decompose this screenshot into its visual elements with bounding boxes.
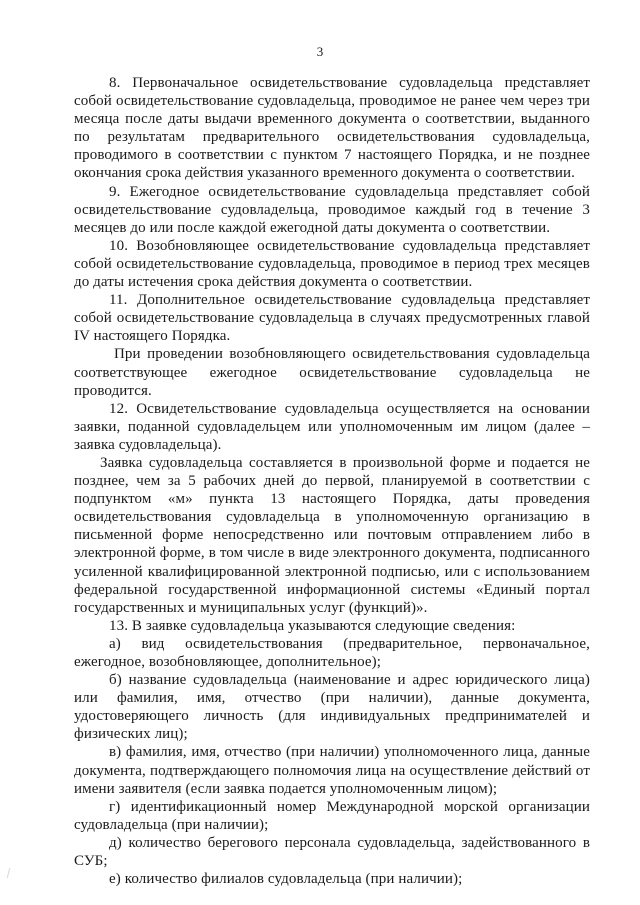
paragraph-11-note: При проведении возобновляющего освидетельствования судовладельца соответствующее ежегодное освидетельствование судовладельца не проводится. [74, 346, 590, 399]
paragraph-8: 8. Первоначальное освидетельствование судовладельца представляет собой освидетельствование судовладельца, проводимое не ранее чем через три месяца после даты выдачи временного документа о соответствии, выданного по результатам предварительного освидетельствования судовладельца, проводимого в соответствии с пунктом 7 настоящего Порядка, и не позднее окончания срока действия указанного временного документа о соответствии. [74, 75, 590, 182]
page-number: 3 [316, 44, 324, 59]
paragraph-13-d: д) количество берегового персонала судовладельца, задействованного в СУБ; [74, 834, 590, 870]
paragraph-13-e: е) количество филиалов судовладельца (при наличии); [109, 871, 463, 888]
paragraph-12: 12. Освидетельствование судовладельца осуществляется на основании заявки, поданной судовладельцем или уполномоченным им лицом (далее – заявка судовладельца). [74, 400, 590, 453]
paragraph-12-application: Заявка судовладельца составляется в произвольной форме и подается не позднее, чем за 5 рабочих дней до первой, планируемой в соответствии с подпунктом «м» пункта 13 настоящего Порядка, даты проведения освидетельствования судовладельца в уполномоченную организацию в письменной форме непосредственно или почтовым отправлением либо в электронной форме, в том числе в виде электронного документа, подписанного усиленной квалифицированной электронной подписью, или с использованием федеральной государственной информационной системы «Единый портал государственных и муниципальных услуг (функций)». [74, 454, 590, 616]
paragraph-11: 11. Дополнительное освидетельствование судовладельца представляет собой освидетельствование судовладельца в случаях предусмотренных главой IV настоящего Порядка. [74, 292, 590, 345]
paragraph-9: 9. Ежегодное освидетельствование судовладельца представляет собой освидетельствование судовладельца, проводимое каждый год в течение 3 месяцев до или после каждой ежегодной даты документа о соответствии. [74, 183, 590, 236]
paragraph-13: 13. В заявке судовладельца указываются следующие сведения: [109, 617, 516, 634]
paragraph-13-b: б) название судовладельца (наименование и адрес юридического лица) или фамилия, имя, отчество (при наличии), данные документа, удостоверяющего личность (для индивидуальных предпринимателей и физических лиц); [74, 672, 590, 743]
paragraph-13-g: г) идентификационный номер Международной морской организации судовладельца (при наличии); [74, 798, 590, 833]
paragraph-10: 10. Возобновляющее освидетельствование судовладельца представляет собой освидетельствование судовладельца, проводимое в период трех месяцев до даты истечения срока действия документа о соответствии. [74, 237, 590, 291]
document-body [74, 74, 590, 888]
scan-margin-mark [7, 868, 16, 878]
paragraph-13-a: а) вид освидетельствования (предварительное, первоначальное, ежегодное, возобновляющее, дополнительное); [74, 635, 590, 670]
paragraph-13-v: в) фамилия, имя, отчество (при наличии) уполномоченного лица, данные документа, подтверждающего полномочия лица на осуществление действий от имени заявителя (если заявка подается уполномоченным лицом); [74, 744, 590, 797]
